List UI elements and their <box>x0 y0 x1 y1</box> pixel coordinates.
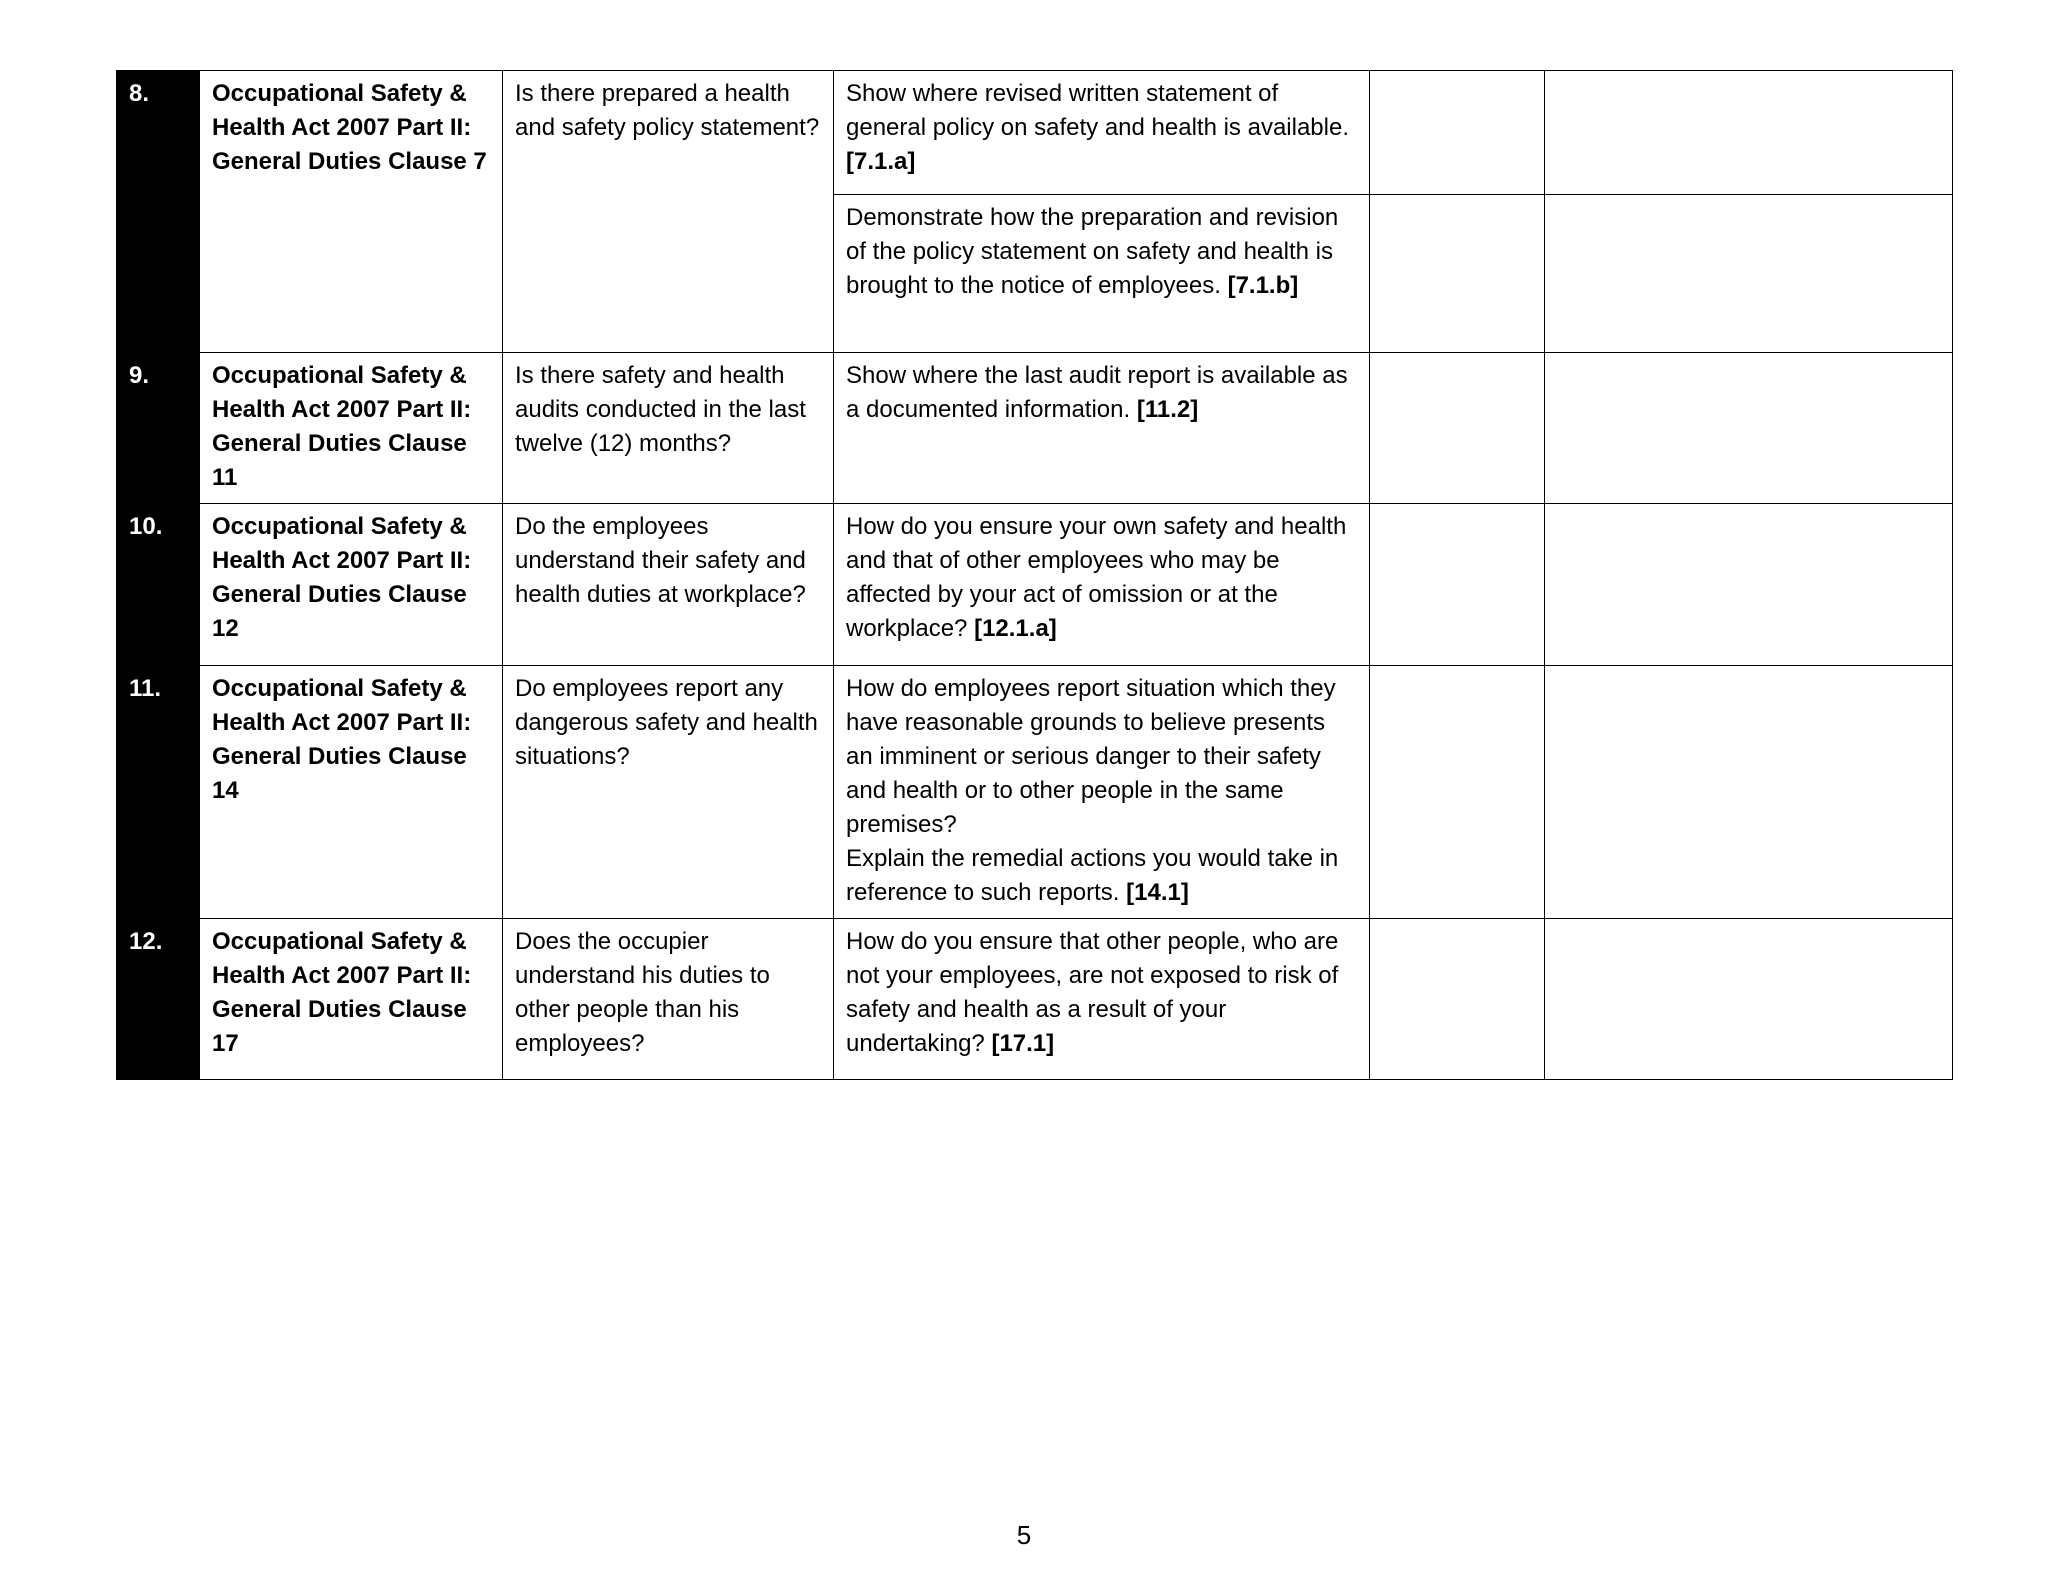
legal-reference: Occupational Safety & Health Act 2007 Part II: General Duties Clause 11 <box>200 353 503 504</box>
table-row <box>117 666 1953 919</box>
blank-cell[interactable] <box>1370 919 1545 1080</box>
guidance-text: Demonstrate how the preparation and revision of the policy statement on safety and health is brought to the notice of employees. <box>846 204 1339 299</box>
blank-cell[interactable] <box>1370 504 1545 666</box>
checklist-table <box>116 70 1953 1080</box>
clause-reference: [7.1.b] <box>1227 272 1299 299</box>
row-number: 11. <box>117 666 200 919</box>
guidance-text: How do employees report situation which they have reasonable grounds to believe presents an imminent or serious danger to their safety and health or to other people in the same premises? <box>846 675 1336 838</box>
blank-cell[interactable] <box>1545 195 1953 353</box>
guidance-cell <box>834 71 1370 195</box>
blank-cell[interactable] <box>1545 666 1953 919</box>
guidance-text: Show where revised written statement of general policy on safety and health is available. <box>846 80 1349 141</box>
legal-reference: Occupational Safety & Health Act 2007 Part II: General Duties Clause 17 <box>200 919 503 1080</box>
legal-reference: Occupational Safety & Health Act 2007 Part II: General Duties Clause 12 <box>200 504 503 666</box>
legal-reference: Occupational Safety & Health Act 2007 Part II: General Duties Clause 7 <box>200 71 503 353</box>
blank-cell[interactable] <box>1370 353 1545 504</box>
clause-reference: [17.1] <box>991 1030 1055 1057</box>
legal-reference: Occupational Safety & Health Act 2007 Part II: General Duties Clause 14 <box>200 666 503 919</box>
clause-reference: [14.1] <box>1126 879 1189 906</box>
audit-question: Is there prepared a health and safety policy statement? <box>503 71 834 353</box>
table-row <box>117 71 1953 195</box>
table-row <box>117 919 1953 1080</box>
clause-reference: [7.1.a] <box>846 148 916 175</box>
blank-cell[interactable] <box>1370 195 1545 353</box>
guidance-text: Show where the last audit report is available as a documented information. <box>846 362 1348 423</box>
guidance-cell <box>834 195 1370 353</box>
audit-question: Is there safety and health audits conducted in the last twelve (12) months? <box>503 353 834 504</box>
blank-cell[interactable] <box>1545 353 1953 504</box>
audit-question: Do the employees understand their safety and health duties at workplace? <box>503 504 834 666</box>
guidance-text: How do you ensure your own safety and health and that of other employees who may be affected by your act of omission or at the workplace? <box>846 513 1347 642</box>
clause-reference: [11.2] <box>1136 396 1199 423</box>
audit-question: Does the occupier understand his duties to other people than his employees? <box>503 919 834 1080</box>
blank-cell[interactable] <box>1370 666 1545 919</box>
guidance-text: How do you ensure that other people, who are not your employees, are not exposed to risk of safety and health as a result of your undertaking? <box>846 928 1339 1057</box>
blank-cell[interactable] <box>1545 71 1953 195</box>
guidance-cell <box>834 504 1370 666</box>
table-row <box>117 504 1953 666</box>
row-number: 9. <box>117 353 200 504</box>
row-number: 10. <box>117 504 200 666</box>
guidance-cell <box>834 353 1370 504</box>
row-number: 12. <box>117 919 200 1080</box>
guidance-cell <box>834 666 1370 919</box>
guidance-text: Explain the remedial actions you would take in reference to such reports. <box>846 845 1339 906</box>
audit-question: Do employees report any dangerous safety and health situations? <box>503 666 834 919</box>
table-row <box>117 353 1953 504</box>
page-number: 5 <box>1016 1520 1032 1550</box>
blank-cell[interactable] <box>1545 919 1953 1080</box>
blank-cell[interactable] <box>1370 71 1545 195</box>
guidance-cell <box>834 919 1370 1080</box>
blank-cell[interactable] <box>1545 504 1953 666</box>
row-number: 8. <box>117 71 200 353</box>
clause-reference: [12.1.a] <box>974 615 1057 642</box>
